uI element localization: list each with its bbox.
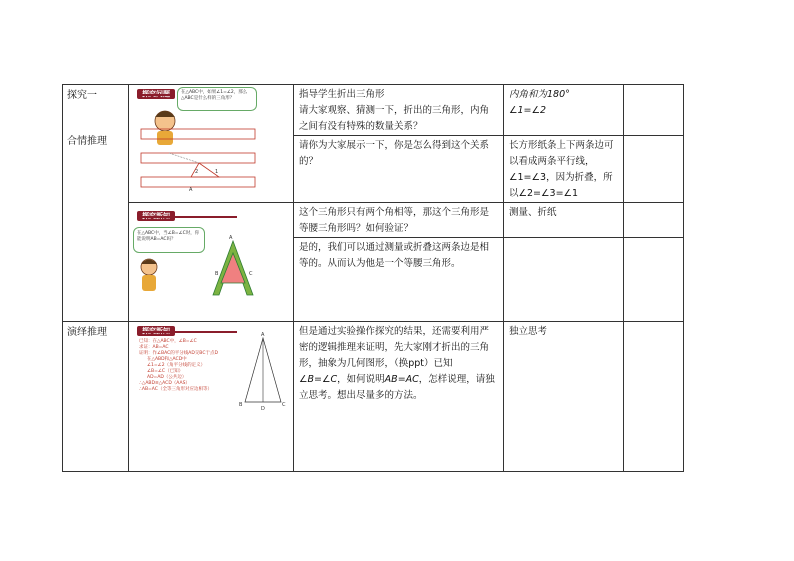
- paper-strip: [141, 177, 255, 187]
- fold-label: 1: [215, 169, 219, 175]
- student-cell: [504, 238, 624, 322]
- fold-label: A: [189, 187, 193, 193]
- guide-text-part: ，如何说明: [337, 374, 385, 385]
- student-text: 内角和为180° ∠1=∠2: [509, 89, 570, 116]
- vertex-label: C: [282, 402, 286, 408]
- folding-illustration: [129, 85, 293, 201]
- guide-text-part: ，怎样说理，请独立思考。想出尽量多的方法。: [299, 374, 495, 401]
- guide-cell: [294, 238, 504, 322]
- table-row: [63, 203, 684, 238]
- fold-label: C: [249, 271, 253, 277]
- bubble-text: 在△ABC中，当∠B=∠C时，你能说明AB=AC吗？: [137, 231, 200, 242]
- section-label: 演绎推理: [67, 327, 107, 338]
- student-cell: [504, 322, 624, 472]
- section-label-cell: [63, 322, 129, 472]
- vertex-label: D: [261, 406, 265, 412]
- vertex-label: B: [239, 402, 243, 408]
- student-cell: [504, 203, 624, 238]
- fold-label: A: [229, 235, 233, 241]
- folding-illustration: [129, 203, 293, 299]
- proof-line: 证明：作∠BAC的平分线AD交BC于点D: [139, 351, 218, 356]
- section-label-cell: [63, 85, 129, 322]
- table-row: [63, 322, 684, 472]
- teacher-avatar: [141, 259, 157, 291]
- section-label: 探究一: [67, 90, 97, 101]
- bubble-text: 在△ABC中，如果∠1=∠2，那么△ABC是什么样的三角形？: [181, 90, 248, 101]
- proof-line: 已知：在△ABC中，∠B=∠C: [139, 339, 197, 344]
- remark-cell: [624, 238, 684, 322]
- fold-line: [169, 153, 199, 163]
- teacher-avatar: [155, 111, 175, 145]
- proof-line: 求证：AB=AC: [139, 345, 169, 350]
- section-label: 合情推理: [67, 136, 107, 147]
- proof-line: ∴AB=AC（全等三角形对应边相等）: [139, 387, 212, 392]
- paper-strip: [141, 153, 255, 163]
- lesson-table: [62, 84, 684, 472]
- guide-condition: AB=AC: [384, 374, 419, 385]
- remark-cell: [624, 322, 684, 472]
- student-cell: [504, 85, 624, 136]
- guide-cell: [294, 136, 504, 203]
- proof-line: 在△ABD和△ACD中: [147, 357, 187, 362]
- image-cell: [129, 85, 294, 203]
- proof-line: AD=AD（公共边）: [147, 375, 187, 380]
- student-text: 长方形纸条上下两条边可以看成两条平行线，∠1=∠3，因为折叠，所以∠2=∠3=∠1: [509, 140, 614, 199]
- guide-cell: [294, 203, 504, 238]
- student-text: 测量、折纸: [509, 207, 557, 218]
- guide-text: 指导学生折出三角形 请大家观察、猜测一下，折出的三角形，内角之间有没有特殊的数量关系？: [299, 89, 490, 132]
- guide-text: 这个三角形只有两个角相等，那这个三角形是等腰三角形吗？如何验证？: [299, 207, 490, 234]
- guide-cell: [294, 322, 504, 472]
- student-text: [504, 238, 623, 240]
- table-row: [63, 85, 684, 136]
- image-cell: [129, 203, 294, 322]
- guide-text: 是的，我们可以通过测量或折叠这两条边是相等的。从而认为他是一个等腰三角形。: [299, 242, 490, 269]
- guide-condition: ∠B=∠C: [299, 374, 338, 385]
- student-cell: [504, 136, 624, 203]
- fold-label: B: [215, 271, 219, 277]
- vertex-label: A: [261, 332, 265, 338]
- proof-line: ∠B=∠C（已知）: [147, 369, 184, 374]
- image-cell: [129, 322, 294, 472]
- fold-label: 2: [195, 169, 199, 175]
- proof-line: ∴△ABD≌△ACD（AAS）: [139, 381, 190, 386]
- remark-cell: [624, 85, 684, 136]
- remark-cell: [624, 203, 684, 238]
- guide-text-part: 但是通过实验操作探究的结果，还需要利用严密的逻辑推理来证明，先大家刚才折出的三角形，抽象为几何图形，（换ppt）已知: [299, 326, 490, 369]
- guide-cell: [294, 85, 504, 136]
- guide-text: 请你为大家展示一下，你是怎么得到这个关系的？: [299, 140, 490, 167]
- student-text: 独立思考: [509, 326, 548, 337]
- guide-text: [294, 322, 503, 404]
- proof-diagram: [129, 322, 293, 470]
- remark-cell: [624, 136, 684, 203]
- proof-line: ∠1=∠2（角平分线的定义）: [147, 363, 206, 368]
